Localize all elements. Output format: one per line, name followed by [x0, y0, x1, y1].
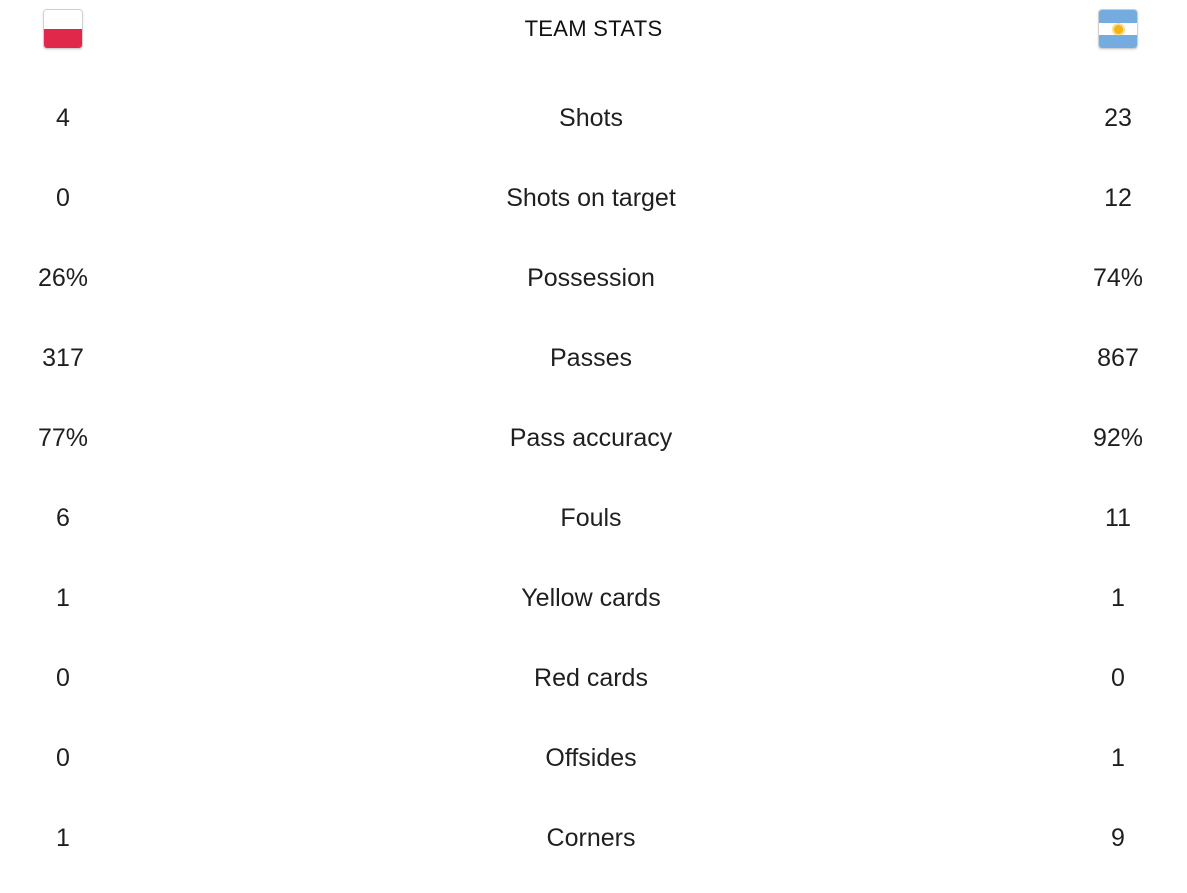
stat-label: Shots on target: [506, 184, 676, 212]
home-value: 4: [56, 104, 70, 132]
away-value: 74%: [1092, 264, 1144, 292]
stats-list: [0, 78, 1187, 878]
stat-label: Fouls: [560, 504, 622, 532]
away-value: 9: [1111, 824, 1125, 852]
home-value: 77%: [37, 424, 89, 452]
stat-label: Red cards: [534, 664, 648, 692]
home-value: 0: [56, 744, 70, 772]
stat-row-corners: [0, 798, 1187, 878]
stat-label: Corners: [546, 824, 636, 852]
away-value: 1: [1111, 744, 1125, 772]
stat-row-passes: [0, 318, 1187, 398]
stat-row-red-cards: [0, 638, 1187, 718]
home-value: 317: [42, 344, 84, 372]
team-stats-title: TEAM STATS: [524, 16, 663, 41]
home-value: 0: [56, 184, 70, 212]
stat-row-yellow-cards: [0, 558, 1187, 638]
away-value: 867: [1097, 344, 1139, 372]
away-value: 23: [1104, 104, 1132, 132]
stat-label: Yellow cards: [521, 584, 661, 612]
stat-row-offsides: [0, 718, 1187, 798]
stat-row-shots-on-target: [0, 158, 1187, 238]
stat-label: Passes: [550, 344, 632, 372]
argentina-flag-bottom-band: [1099, 35, 1137, 48]
stat-label: Pass accuracy: [509, 424, 673, 452]
away-value: 1: [1111, 584, 1125, 612]
home-value: 0: [56, 664, 70, 692]
away-value: 92%: [1092, 424, 1144, 452]
argentina-flag-top-band: [1099, 10, 1137, 23]
home-value: 1: [56, 584, 70, 612]
home-value: 1: [56, 824, 70, 852]
away-value: 11: [1105, 504, 1131, 532]
team-stats-header: [0, 0, 1187, 60]
argentina-flag-icon: [1098, 9, 1138, 49]
stat-row-shots: [0, 78, 1187, 158]
away-value: 12: [1104, 184, 1132, 212]
stat-label: Shots: [559, 104, 623, 132]
sun-of-may-icon: [1114, 25, 1123, 34]
stat-label: Offsides: [545, 744, 637, 772]
home-value: 26%: [37, 264, 89, 292]
stat-label: Possession: [527, 264, 655, 292]
stat-row-pass-accuracy: [0, 398, 1187, 478]
away-value: 0: [1111, 664, 1125, 692]
stat-row-fouls: [0, 478, 1187, 558]
stat-row-possession: [0, 238, 1187, 318]
home-value: 6: [56, 504, 70, 532]
